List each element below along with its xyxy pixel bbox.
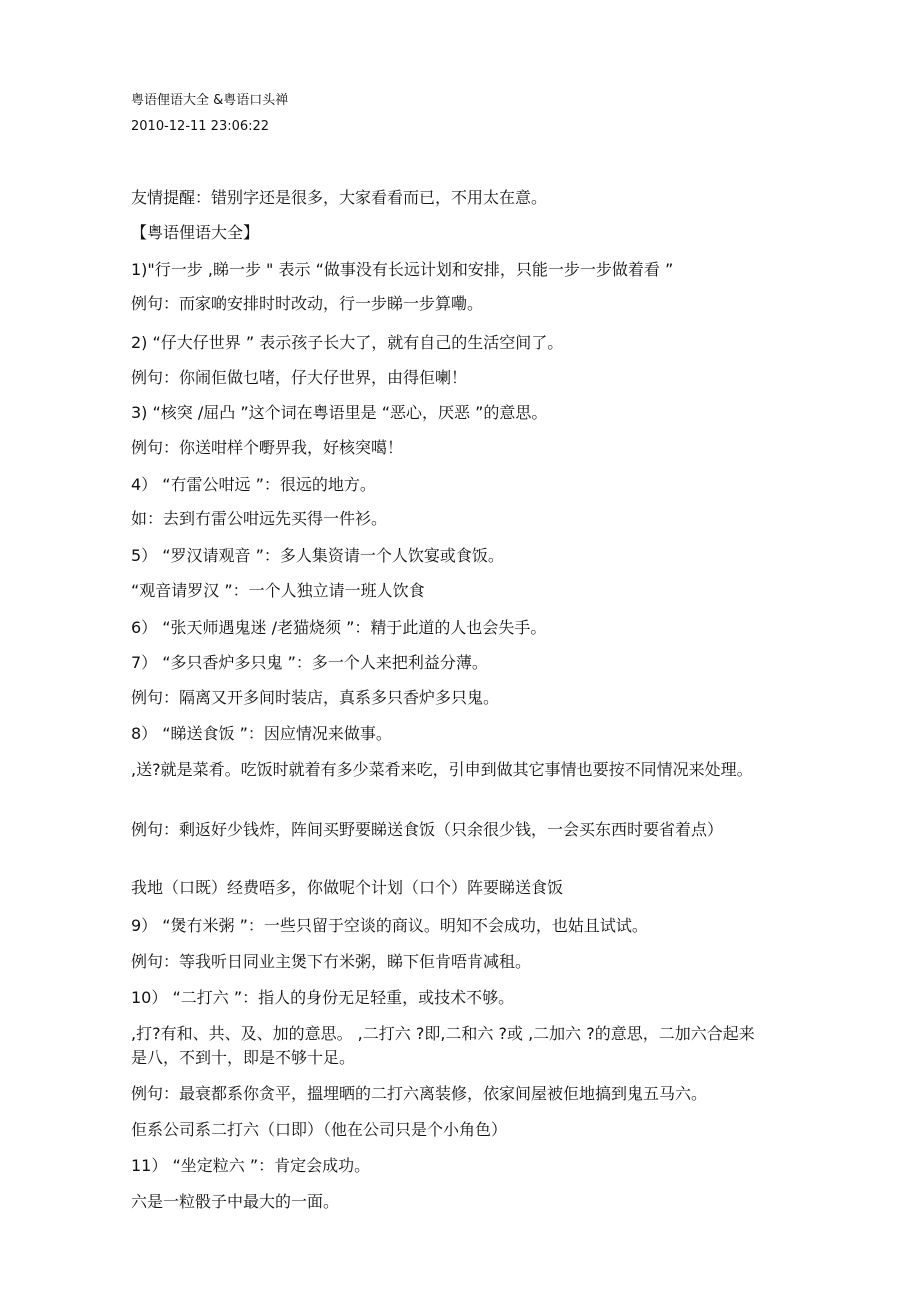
post-timestamp: 2010-12-11 23:06:22 xyxy=(131,119,270,134)
paragraph: 9） “煲冇米粥 ”：一些只留于空谈的商议。明知不会成功，也姑且试试。 xyxy=(131,916,648,935)
paragraph: 如：去到冇雷公咁远先买得一件衫。 xyxy=(131,509,388,528)
paragraph: 六是一粒骰子中最大的一面。 xyxy=(131,1192,340,1211)
paragraph: 例句：隔离又开多间时装店，真系多只香炉多只鬼。 xyxy=(131,688,500,707)
paragraph: 7） “多只香炉多只鬼 ”：多一个人来把利益分薄。 xyxy=(131,653,488,672)
paragraph: 我地（口既）经费唔多，你做呢个计划（口个）阵要睇送食饭 xyxy=(131,878,564,897)
paragraph: 8） “睇送食饭 ”：因应情况来做事。 xyxy=(131,724,392,743)
paragraph: 佢系公司系二打六（口即）（他在公司只是个小角色） xyxy=(131,1120,508,1139)
document-title: 粤语俚语大全 &粤语口头禅 xyxy=(131,93,289,108)
paragraph: 4） “冇雷公咁远 ”：很远的地方。 xyxy=(131,475,376,494)
section-heading: 【粤语俚语大全】 xyxy=(131,223,260,242)
paragraph: “观音请罗汉 ”：一个人独立请一班人饮食 xyxy=(131,581,425,600)
paragraph: 3) “核突 /屈凸 ”这个词在粤语里是 “恶心，厌恶 ”的意思。 xyxy=(131,403,548,422)
paragraph: 例句：最衰都系你贪平，搵埋晒的二打六离装修，依家间屋被佢地搞到鬼五马六。 xyxy=(131,1084,708,1103)
paragraph: 例句：等我听日同业主煲下冇米粥，睇下佢肯唔肯减租。 xyxy=(131,952,532,971)
paragraph: 例句：你闹佢做乜啫，仔大仔世界，由得佢喇！ xyxy=(131,368,468,387)
paragraph: 例句：剩返好少钱炸，阵间买野要睇送食饭（只余很少钱，一会买东西时要省着点） xyxy=(131,820,724,839)
paragraph: 6） “张天师遇鬼迷 /老猫烧须 ”：精于此道的人也会失手。 xyxy=(131,618,547,637)
paragraph: 2) “仔大仔世界 ” 表示孩子长大了，就有自己的生活空间了。 xyxy=(131,333,564,352)
paragraph: 11） “坐定粒六 ”：肯定会成功。 xyxy=(131,1156,371,1175)
paragraph: 5） “罗汉请观音 ”：多人集资请一个人饮宴或食饭。 xyxy=(131,546,504,565)
paragraph: 1)"行一步 ,睇一步 " 表示 “做事没有长远计划和安排，只能一步一步做着看 ” xyxy=(131,260,674,279)
paragraph: ,送?就是菜肴。吃饭时就着有多少菜肴来吃，引申到做其它事情也要按不同情况来处理。 xyxy=(131,760,753,779)
paragraph: 例句：你送咁样个嘢畀我，好核突噶！ xyxy=(131,438,404,457)
paragraph: 例句：而家啲安排时时改动，行一步睇一步算嘞。 xyxy=(131,294,484,313)
paragraph: ,打?有和、共、及、加的意思。 ,二打六 ?即,二和六 ?或 ,二加六 ?的意思，二加六合起来是八，不到十，即是不够十足。 xyxy=(131,1024,755,1067)
notice-text: 友情提醒：错别字还是很多，大家看看而已，不用太在意。 xyxy=(131,188,548,207)
paragraph: 10） “二打六 ”：指人的身份无足轻重，或技术不够。 xyxy=(131,988,515,1007)
